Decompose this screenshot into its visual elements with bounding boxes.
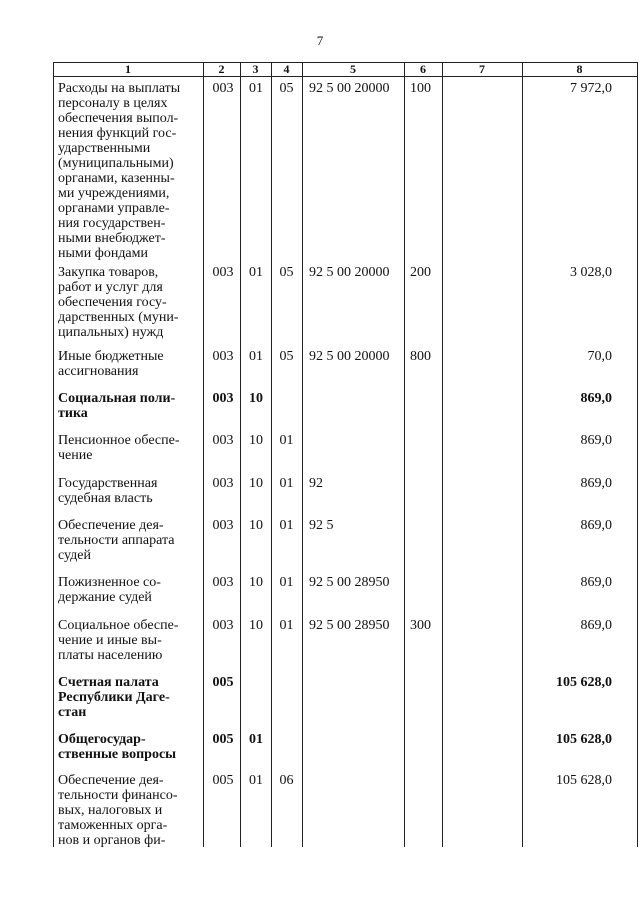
row-name-line: Пожизненное со-	[58, 575, 161, 590]
cell-code-target: 92 5 00 20000	[309, 81, 390, 96]
row-name-line: судей	[58, 548, 91, 563]
cell-code-subsection: 01	[279, 575, 294, 590]
row-name-line: ассигнования	[58, 364, 139, 379]
column-header: 8	[576, 62, 583, 76]
column-header: 5	[350, 62, 356, 76]
column-header: 6	[420, 62, 426, 76]
row-name	[58, 433, 202, 463]
cell-code-min: 003	[212, 349, 234, 364]
row-name-line: таможенных орга-	[58, 818, 168, 833]
column-divider	[442, 62, 443, 847]
cell-code-target: 92 5 00 28950	[309, 575, 390, 590]
cell-code-type: 200	[410, 265, 431, 280]
row-name-line: органами управле-	[58, 201, 170, 216]
row-name-line: тика	[58, 406, 88, 421]
cell-amount: 105 628,0	[556, 732, 612, 747]
cell-code-min: 005	[212, 773, 234, 788]
column-divider	[404, 62, 405, 847]
row-name-line: ными внебюджет-	[58, 231, 166, 246]
row-name-line: ными фондами	[58, 246, 149, 261]
cell-code-min: 003	[212, 391, 234, 406]
cell-code-type: 800	[410, 349, 431, 364]
cell-amount: 869,0	[580, 575, 612, 590]
row-name-line: Обеспечение дея-	[58, 773, 164, 788]
column-divider	[271, 62, 272, 847]
cell-code-min: 003	[212, 433, 234, 448]
row-name-line: тельности финансо-	[58, 788, 178, 803]
cell-amount: 869,0	[580, 433, 612, 448]
cell-code-min: 005	[212, 732, 234, 747]
row-name	[58, 732, 202, 762]
row-name-line: (муниципальными)	[58, 156, 174, 171]
column-header: 1	[125, 62, 131, 76]
row-name-line: ципальных) нужд	[58, 325, 164, 340]
cell-amount: 105 628,0	[556, 773, 612, 788]
row-name-line: Расходы на выплаты	[58, 81, 181, 96]
row-name	[58, 575, 202, 605]
cell-code-section: 01	[249, 773, 263, 788]
column-header: 7	[479, 62, 485, 76]
cell-code-target: 92	[309, 476, 323, 491]
cell-code-subsection: 01	[279, 433, 294, 448]
row-name	[58, 518, 202, 563]
row-name-line: чение	[58, 448, 93, 463]
row-name	[58, 618, 202, 663]
row-name-line: держание судей	[58, 590, 152, 605]
row-name-line: платы населению	[58, 648, 163, 663]
cell-code-subsection: 01	[279, 476, 294, 491]
cell-code-min: 003	[212, 81, 234, 96]
column-divider	[522, 62, 523, 847]
cell-amount: 3 028,0	[570, 265, 612, 280]
row-name	[58, 81, 202, 261]
row-name-line: ми учреждениями,	[58, 186, 170, 201]
cell-code-type: 300	[410, 618, 431, 633]
row-name-line: персоналу в целях	[58, 96, 168, 111]
row-name-line: ударственными	[58, 141, 151, 156]
row-name	[58, 349, 202, 379]
page-number: 7	[316, 33, 324, 48]
row-name-line: судебная власть	[58, 491, 153, 506]
row-name	[58, 773, 202, 848]
cell-code-subsection: 05	[279, 81, 294, 96]
row-name-line: обеспечения госу-	[58, 295, 167, 310]
cell-amount: 869,0	[580, 391, 612, 406]
row-name-line: Пенсионное обеспе-	[58, 433, 180, 448]
cell-code-section: 10	[249, 575, 263, 590]
cell-code-section: 01	[249, 349, 263, 364]
row-name-line: Обеспечение дея-	[58, 518, 164, 533]
cell-code-subsection: 01	[279, 518, 294, 533]
column-header: 3	[252, 62, 259, 76]
column-divider	[240, 62, 241, 847]
row-name-line: Закупка товаров,	[58, 265, 159, 280]
header-bottom-border	[53, 76, 637, 77]
cell-code-section: 10	[249, 433, 263, 448]
cell-code-min: 005	[212, 675, 234, 690]
row-name-line: Иные бюджетные	[58, 349, 164, 364]
row-name-line: нения функций гос-	[58, 126, 177, 141]
cell-amount: 105 628,0	[556, 675, 612, 690]
row-name-line: Социальное обеспе-	[58, 618, 179, 633]
cell-amount: 869,0	[580, 518, 612, 533]
row-name-line: Государственная	[58, 476, 158, 491]
cell-code-min: 003	[212, 476, 234, 491]
cell-amount: 7 972,0	[570, 81, 612, 96]
row-name-line: ния государствен-	[58, 216, 166, 231]
cell-code-type: 100	[410, 81, 431, 96]
row-name-line: ственные вопросы	[58, 747, 177, 762]
cell-code-section: 01	[249, 265, 263, 280]
row-name-line: чение и иные вы-	[58, 633, 162, 648]
cell-amount: 869,0	[580, 476, 612, 491]
row-name	[58, 675, 202, 720]
cell-code-min: 003	[212, 518, 234, 533]
cell-code-section: 10	[249, 618, 263, 633]
cell-code-section: 10	[249, 476, 263, 491]
cell-code-section: 01	[249, 732, 263, 747]
row-name	[58, 476, 202, 506]
cell-code-min: 003	[212, 618, 234, 633]
cell-amount: 70,0	[587, 349, 612, 364]
cell-amount: 869,0	[580, 618, 612, 633]
row-name	[58, 265, 202, 340]
row-name-line: дарственных (муни-	[58, 310, 179, 325]
cell-code-subsection: 06	[279, 773, 294, 788]
column-divider	[53, 62, 54, 847]
row-name-line: работ и услуг для	[58, 280, 163, 295]
cell-code-subsection: 05	[279, 265, 294, 280]
column-header: 2	[218, 62, 225, 76]
row-name-line: Республики Даге-	[58, 690, 170, 705]
cell-code-target: 92 5 00 20000	[309, 265, 390, 280]
column-divider	[302, 62, 303, 847]
column-divider	[203, 62, 204, 847]
cell-code-target: 92 5	[309, 518, 334, 533]
column-header: 4	[283, 62, 290, 76]
cell-code-section: 01	[249, 81, 263, 96]
row-name-line: Общегосудар-	[58, 732, 146, 747]
row-name	[58, 391, 202, 421]
row-name-line: вых, налоговых и	[58, 803, 163, 818]
cell-code-target: 92 5 00 28950	[309, 618, 390, 633]
row-name-line: стан	[58, 705, 87, 720]
cell-code-subsection: 05	[279, 349, 294, 364]
row-name-line: Социальная поли-	[58, 391, 176, 406]
cell-code-target: 92 5 00 20000	[309, 349, 390, 364]
row-name-line: нов и органов фи-	[58, 833, 166, 848]
cell-code-min: 003	[212, 575, 234, 590]
cell-code-min: 003	[212, 265, 234, 280]
column-divider	[637, 62, 638, 847]
row-name-line: Счетная палата	[58, 675, 159, 690]
row-name-line: обеспечения выпол-	[58, 111, 179, 126]
row-name-line: органами, казенны-	[58, 171, 175, 186]
row-name-line: тельности аппарата	[58, 533, 175, 548]
cell-code-subsection: 01	[279, 618, 294, 633]
cell-code-section: 10	[249, 518, 263, 533]
cell-code-section: 10	[249, 391, 263, 406]
